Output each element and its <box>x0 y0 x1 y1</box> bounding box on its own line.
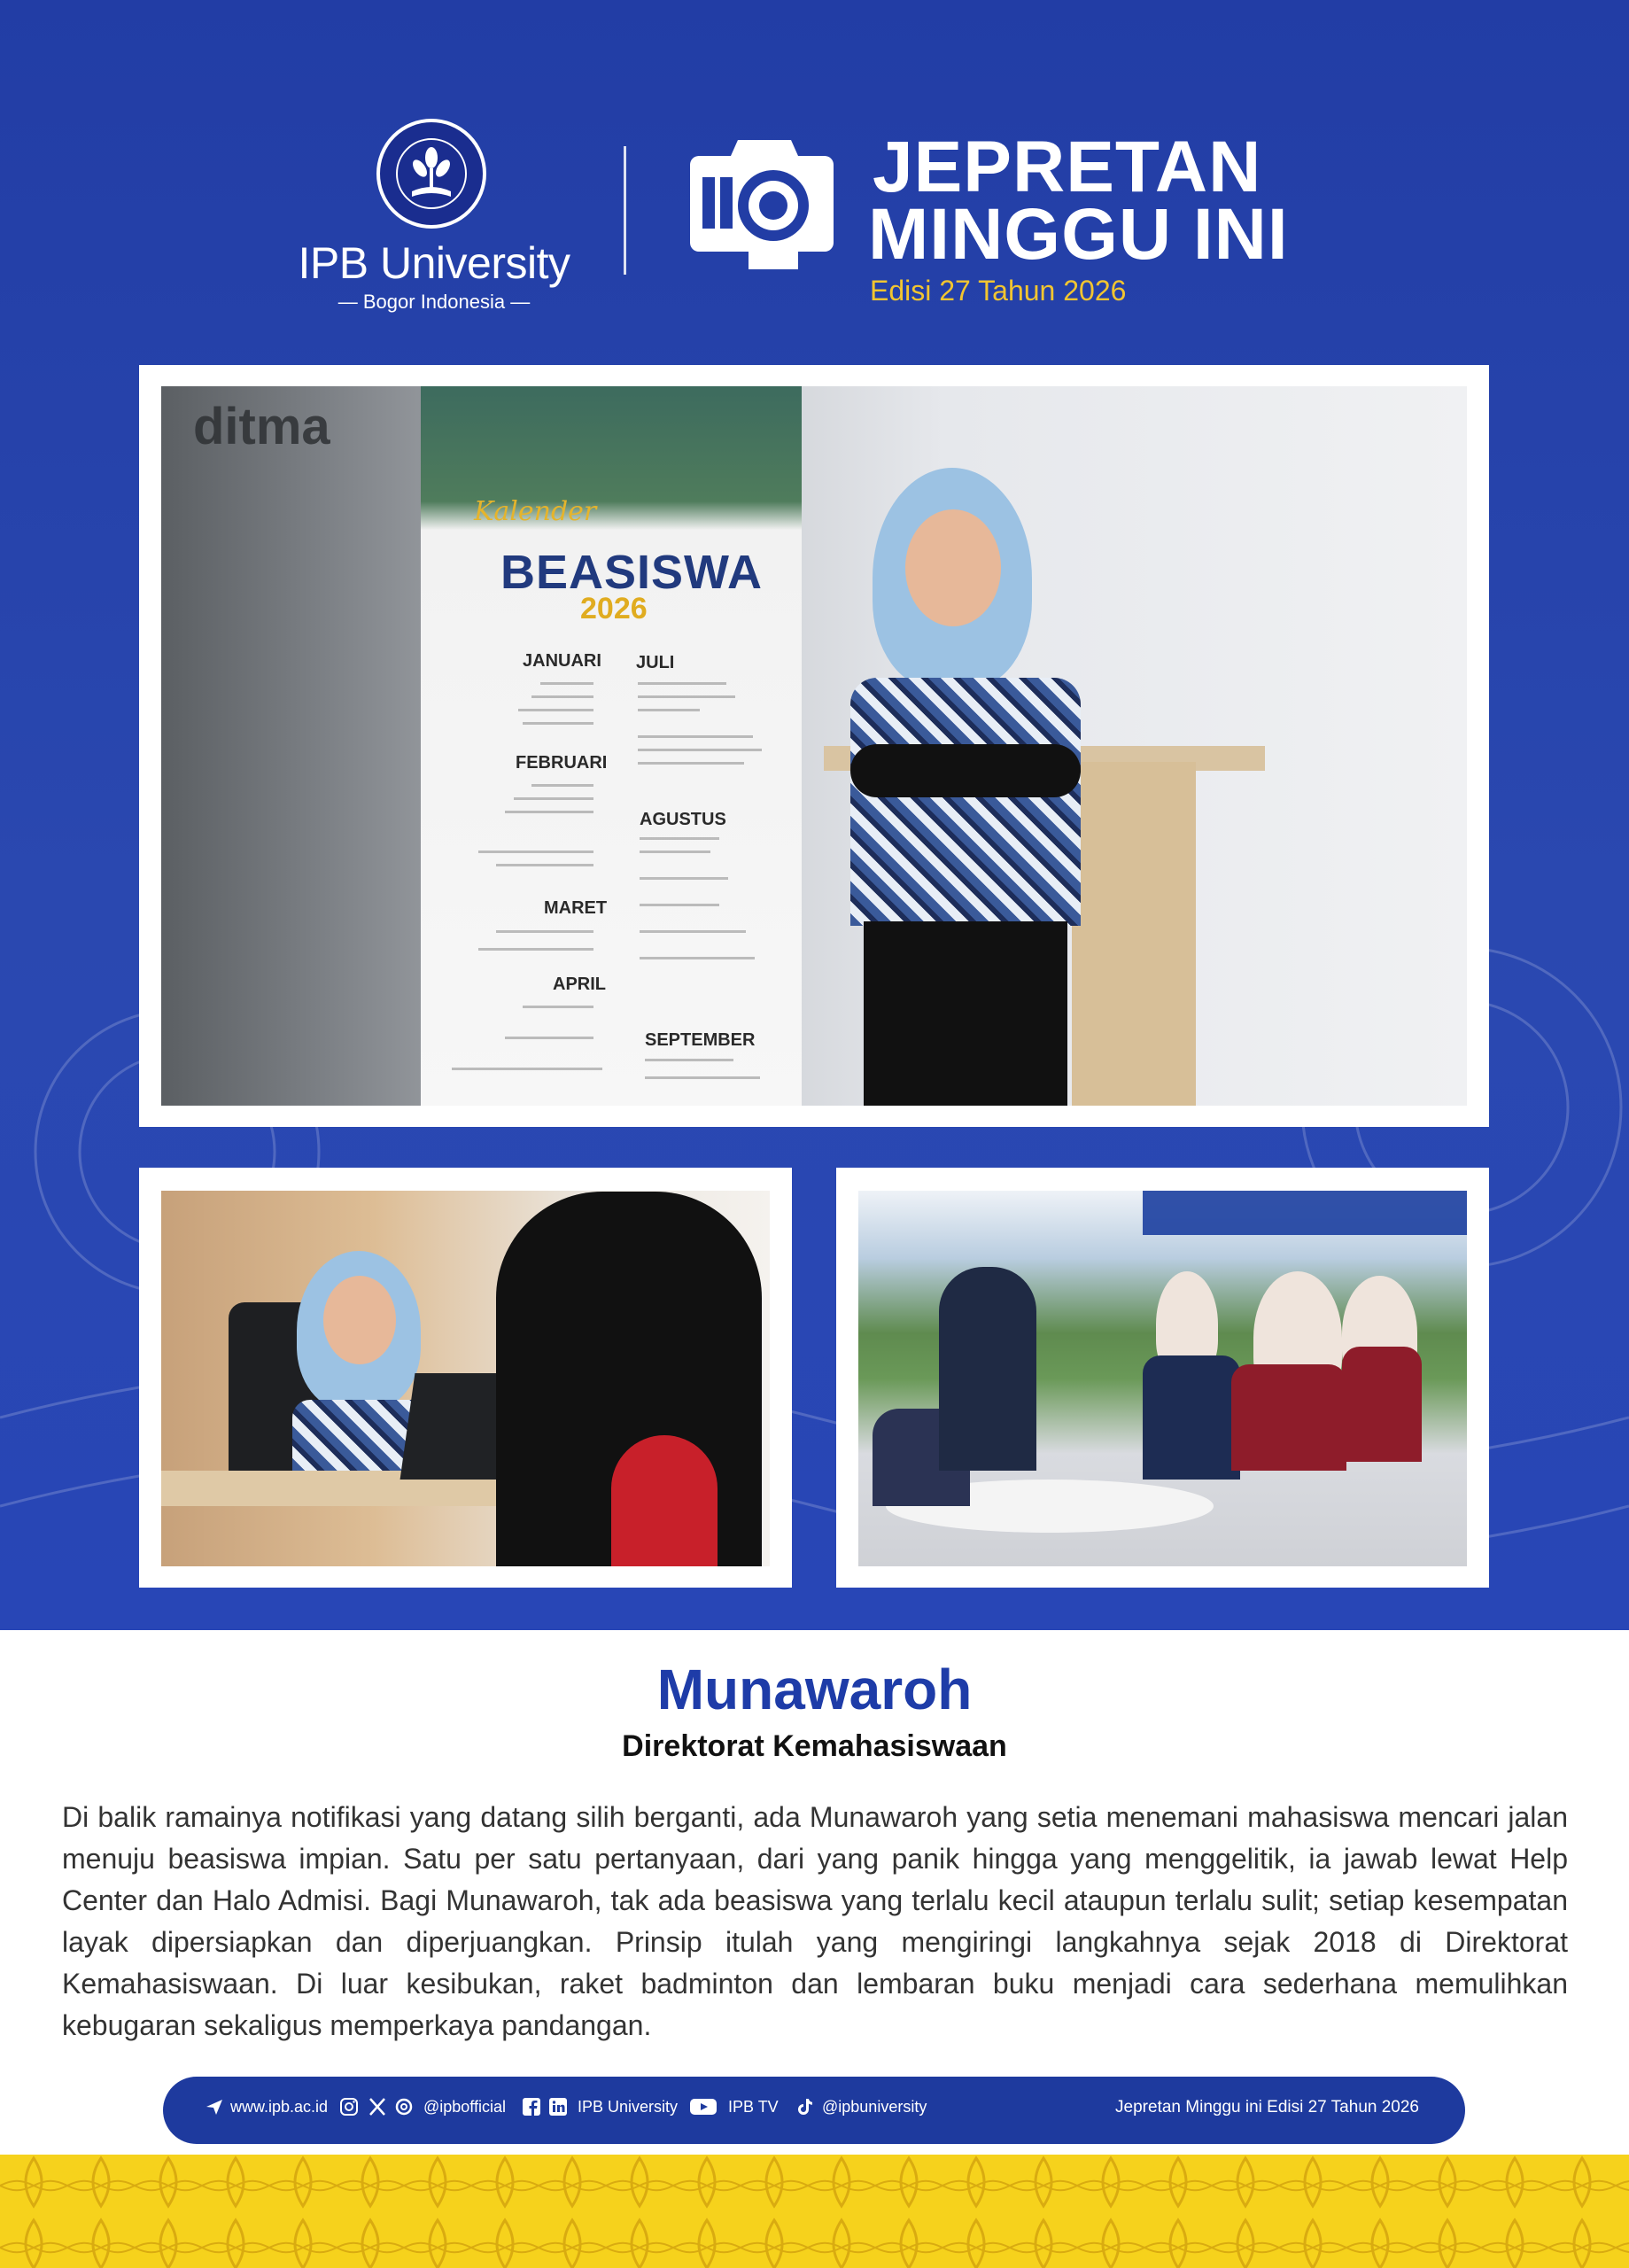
scholarship-banner <box>421 386 802 1106</box>
batik-motif <box>0 2155 1629 2268</box>
banner-month: FEBRUARI <box>516 753 608 773</box>
banner-script-text: Kalender <box>474 496 597 527</box>
page-title-line-2: MINGGU INI <box>868 194 1289 275</box>
person-skirt <box>864 921 1067 1106</box>
tiktok-label[interactable]: @ipbuniversity <box>822 2098 927 2116</box>
banner-year: 2026 <box>580 592 648 625</box>
facebook-linkedin-label[interactable]: IPB University <box>578 2098 679 2116</box>
profile-description: Di balik ramainya notifikasi yang datang silih berganti, ada Munawaroh yang setia menemani mahasiswa mencari jalan menuju beasiswa impian. Satu per satu pertanyaan, dari yang panik hingga yang menggelitik, ia jawab lewat Help Center dan Halo Admisi. Bagi Munawaroh, tak ada beasiswa yang terlalu kecil ataupun terlalu sulit; setiap kesempatan layak dipersiapkan dan diperjuangkan. Prinsip itulah yang mengiringi langkahnya sejak 2018 di Direktorat Kemahasiswaan. Di luar kesibukan, raket badminton dan lembaran buku menjadi cara sederhana memulihkan kebugaran sekaligus memperkaya pandangan. <box>62 1801 1568 2041</box>
website-link[interactable]: www.ipb.ac.id <box>230 2098 329 2116</box>
batik-pattern-band <box>0 2155 1629 2268</box>
edition-label: Edisi 27 Tahun 2026 <box>870 275 1127 307</box>
header-divider <box>624 146 626 275</box>
banner-month: JULI <box>636 653 675 672</box>
youtube-icon[interactable] <box>689 2096 718 2117</box>
profile-department: Direktorat Kemahasiswaan <box>622 1729 1007 1763</box>
person-shirt <box>850 678 1081 926</box>
social-handle[interactable]: @ipbofficial <box>423 2098 506 2116</box>
banner-month: AGUSTUS <box>640 810 726 829</box>
banner-month: SEPTEMBER <box>645 1030 756 1050</box>
banner-month: MARET <box>544 898 608 918</box>
visitor-top <box>1231 1364 1346 1471</box>
linkedin-icon[interactable] <box>547 2096 569 2117</box>
camera-icon <box>687 133 837 275</box>
banner-month: JANUARI <box>523 651 601 671</box>
person-face <box>905 509 1001 626</box>
send-icon <box>204 2096 225 2117</box>
instagram-icon[interactable] <box>338 2096 360 2117</box>
standing-woman <box>939 1267 1036 1471</box>
banner-title: BEASISWA <box>500 546 764 599</box>
footer-bar <box>163 2077 1465 2144</box>
brand-name: IPB University <box>298 238 570 288</box>
page-title-line-1: JEPRETAN <box>873 127 1262 207</box>
person-arms <box>850 744 1081 797</box>
facebook-icon[interactable] <box>521 2096 542 2117</box>
main-photo[interactable] <box>161 386 1467 1106</box>
x-twitter-icon[interactable] <box>367 2096 388 2117</box>
tiktok-icon[interactable] <box>794 2096 815 2117</box>
threads-icon[interactable] <box>393 2096 415 2117</box>
banner-month: APRIL <box>553 975 606 994</box>
ipb-seal-icon <box>376 119 486 229</box>
youtube-label[interactable]: IPB TV <box>728 2098 779 2116</box>
canopy-tent <box>1143 1191 1467 1235</box>
footer-edition: Jepretan Minggu ini Edisi 27 Tahun 2026 <box>1115 2098 1419 2117</box>
wall-sign-text: ditma <box>193 398 330 455</box>
ipb-logo[interactable] <box>292 115 576 313</box>
profile-name: Munawaroh <box>656 1658 973 1721</box>
brand-location: — Bogor Indonesia — <box>337 291 531 313</box>
